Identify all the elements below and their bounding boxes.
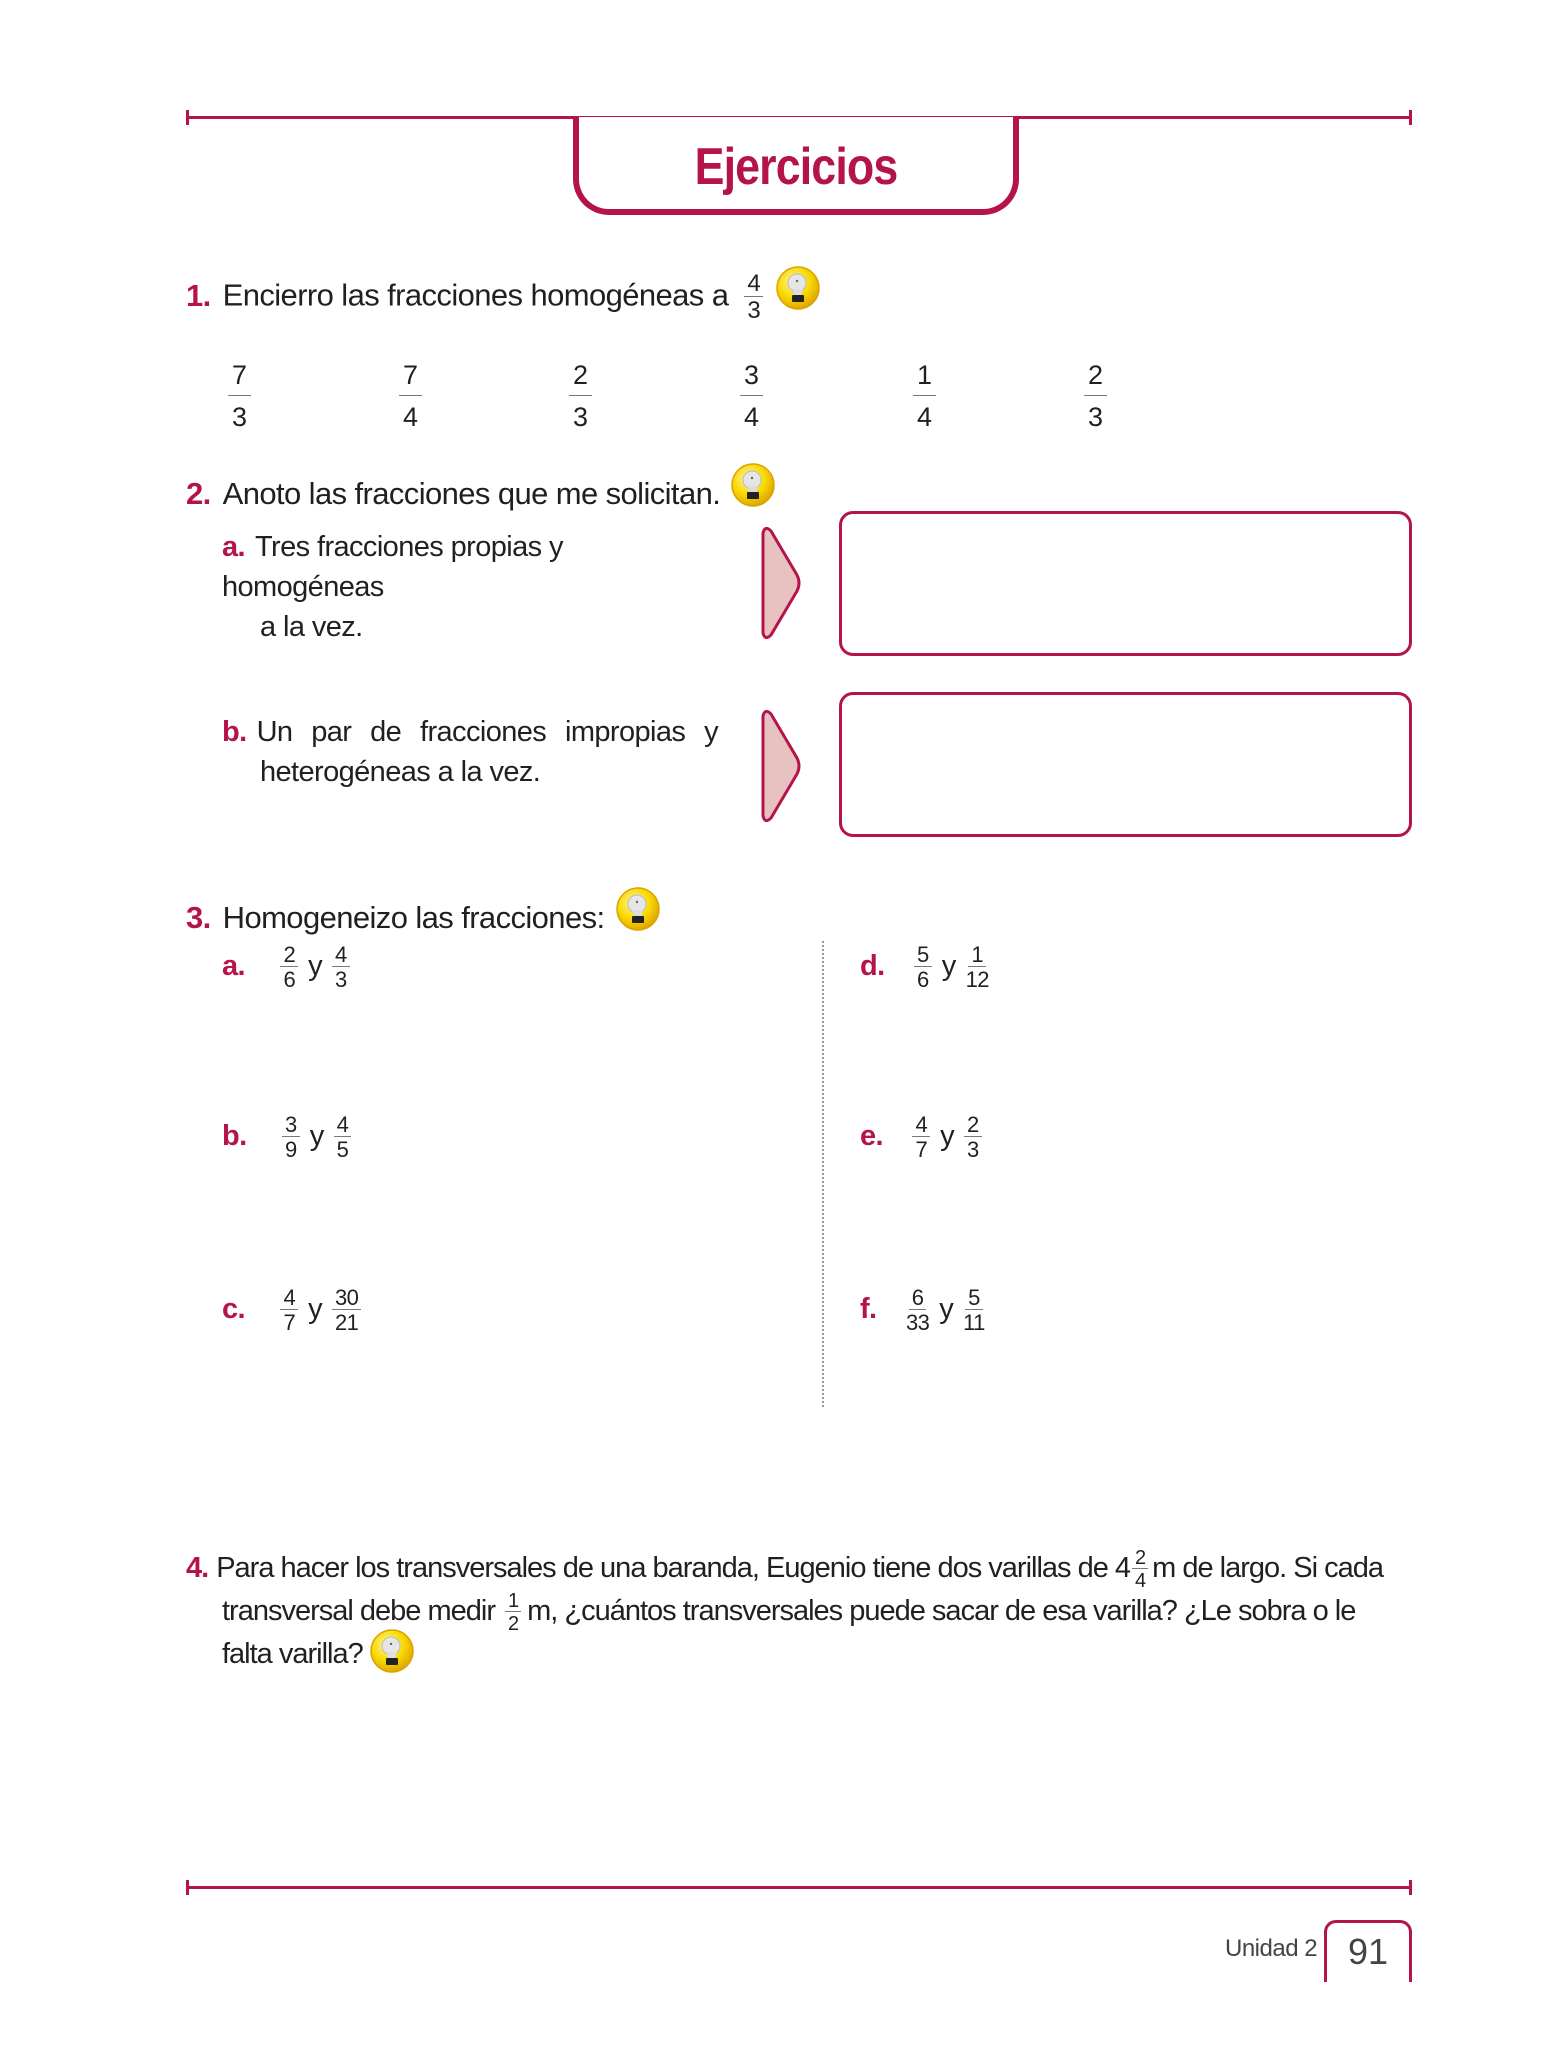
reference-fraction: $\frac{4}{3}$ bbox=[744, 272, 763, 323]
subquestion-3e: e. $\frac{4}{7}$ y $\frac{2}{3}$ bbox=[860, 1114, 982, 1161]
subquestion-3a: a. $\frac{2}{6}$ y $\frac{4}{3}$ bbox=[222, 944, 350, 991]
lightbulb-icon bbox=[730, 462, 776, 508]
subquestion-3c: c. $\frac{4}{7}$ y $\frac{30}{21}$ bbox=[222, 1287, 361, 1334]
fraction-option[interactable]: $\frac{2}{3}$ bbox=[1084, 362, 1107, 431]
page-number: 91 bbox=[1347, 1931, 1389, 1972]
question-number: 2. bbox=[186, 476, 211, 511]
question-number: 4. bbox=[186, 1552, 209, 1585]
fraction-option[interactable]: $\frac{1}{4}$ bbox=[913, 362, 936, 431]
answer-box-2a[interactable] bbox=[839, 511, 1412, 656]
question-1 bbox=[186, 272, 821, 323]
question-text: Encierro las fracciones homogéneas a bbox=[222, 277, 729, 313]
bottom-rule bbox=[186, 1886, 1412, 1889]
question-3 bbox=[186, 898, 661, 938]
arrow-right-icon bbox=[757, 525, 801, 641]
answer-box-2b[interactable] bbox=[839, 692, 1412, 837]
unit-label: Unidad 2 bbox=[1225, 1935, 1318, 1962]
question-text: Anoto las fracciones que me solicitan. bbox=[222, 476, 721, 511]
fraction-option[interactable]: $\frac{2}{3}$ bbox=[569, 362, 592, 431]
lightbulb-icon bbox=[615, 886, 661, 932]
fraction-option[interactable]: $\frac{3}{4}$ bbox=[740, 362, 763, 431]
subquestion-3b: b. $\frac{3}{9}$ y $\frac{4}{5}$ bbox=[222, 1114, 351, 1161]
section-tab bbox=[573, 117, 1019, 215]
question-2 bbox=[186, 474, 776, 514]
question-4: 4. Para hacer los transversales de una baranda, Eugenio tiene dos varillas de 4 $\frac{2}{4}$ m de largo. Si cada transversal debe medir $\frac{1}{2}$ m, ¿cuántos transversales puede sacar de esa varilla? ¿Le sobra o le falta varilla? bbox=[186, 1548, 1412, 1675]
page-title: Ejercicios bbox=[694, 138, 898, 196]
subquestion-3f: f. $\frac{6}{33}$ y $\frac{5}{11}$ bbox=[860, 1285, 985, 1335]
subquestion-2a: a. Tres fracciones propias y homogéneas a la vez. bbox=[222, 531, 563, 643]
fraction-option[interactable]: $\frac{7}{4}$ bbox=[399, 362, 422, 431]
lightbulb-icon bbox=[369, 1628, 415, 1674]
subquestion-2b: b. Un par de fracciones impropias y heterogéneas a la vez. bbox=[222, 716, 718, 788]
lightbulb-icon bbox=[775, 265, 821, 311]
question-text: Homogeneizo las fracciones: bbox=[222, 900, 605, 935]
arrow-right-icon bbox=[757, 708, 801, 824]
question-number: 1. bbox=[186, 277, 211, 313]
page-number-box bbox=[1324, 1920, 1412, 1982]
subquestion-3d: d. $\frac{5}{6}$ y $\frac{1}{12}$ bbox=[860, 942, 989, 992]
column-divider bbox=[822, 941, 824, 1407]
fraction-option[interactable]: $\frac{7}{3}$ bbox=[228, 362, 251, 431]
question-number: 3. bbox=[186, 900, 211, 935]
